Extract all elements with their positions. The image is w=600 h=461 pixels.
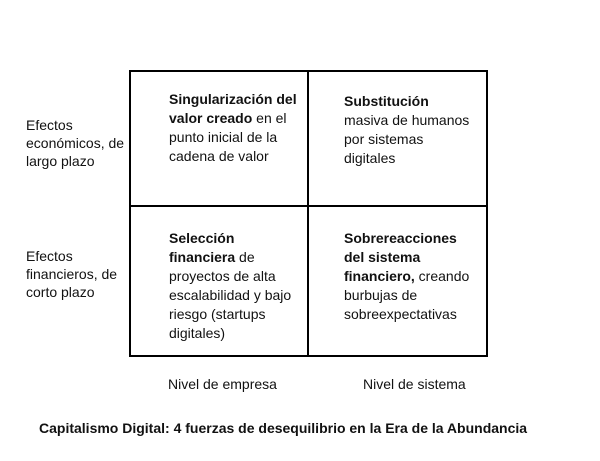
horizontal-divider bbox=[131, 205, 486, 207]
quadrant-bottom-right-text: creando burbujas de sobreexpectativas bbox=[344, 268, 470, 322]
column-label-company-level: Nivel de empresa bbox=[168, 376, 277, 392]
column-label-system-level: Nivel de sistema bbox=[363, 376, 466, 392]
quadrant-bottom-right bbox=[344, 229, 479, 324]
row-label-financial-short-term: Efectos financieros, de corto plazo bbox=[26, 248, 118, 300]
quadrant-top-right bbox=[344, 92, 474, 168]
quadrant-top-left-text: en el punto inicial de la cadena de valor bbox=[169, 110, 287, 164]
quadrant-bottom-right-title: Sobrereacciones del sistema financiero, bbox=[344, 230, 457, 284]
diagram-caption: Capitalismo Digital: 4 fuerzas de desequilibrio en la Era de la Abundancia bbox=[39, 420, 528, 436]
vertical-divider bbox=[307, 72, 309, 355]
quadrant-matrix bbox=[129, 70, 488, 357]
quadrant-top-left bbox=[169, 90, 299, 166]
quadrant-top-right-text: masiva de humanos por sistemas digitales bbox=[344, 112, 470, 166]
quadrant-top-left-title: Singularización del valor creado bbox=[169, 91, 297, 126]
quadrant-bottom-left-title: Selección financiera bbox=[169, 230, 236, 265]
quadrant-bottom-left-text: de proyectos de alta escalabilidad y bajo riesgo (startups digitales) bbox=[169, 249, 292, 341]
quadrant-top-right-title: Substitución bbox=[344, 93, 429, 109]
row-label-economic-long-term: Efectos económicos, de largo plazo bbox=[26, 117, 125, 169]
quadrant-bottom-left bbox=[169, 229, 304, 343]
